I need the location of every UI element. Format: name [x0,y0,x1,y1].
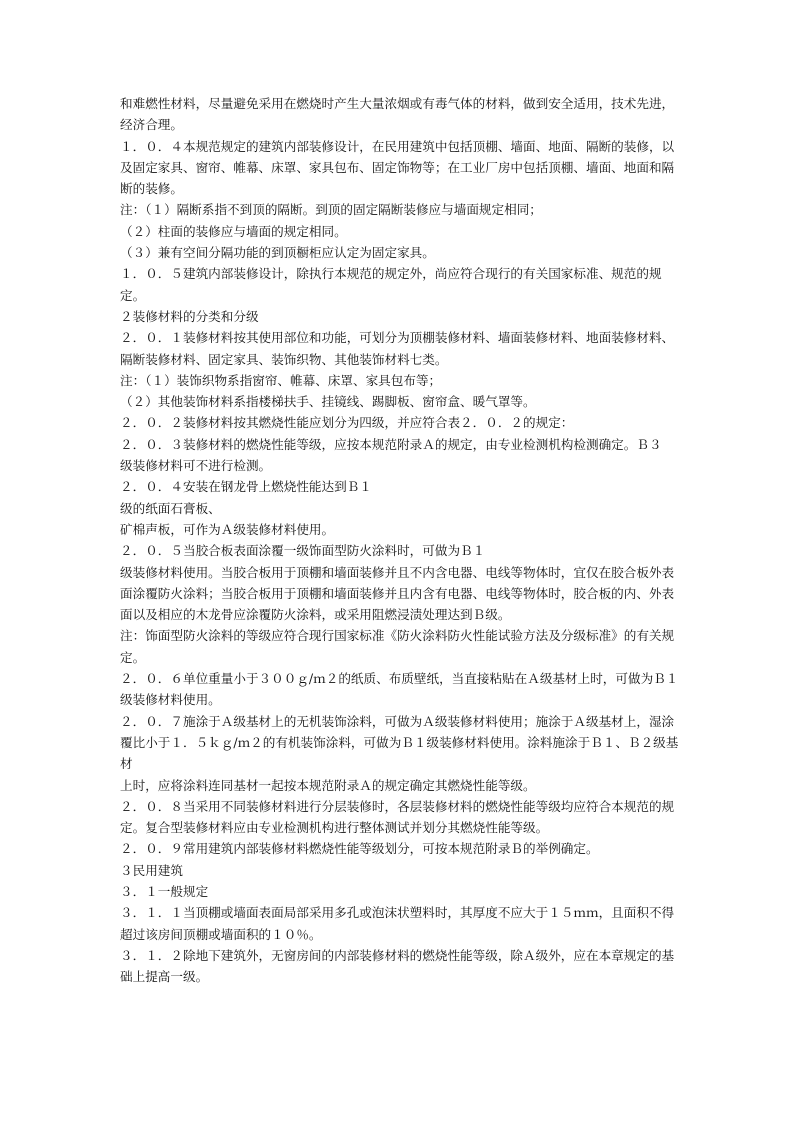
paragraph: ２．０．４安装在钢龙骨上燃烧性能达到Ｂ１ [120,479,372,495]
paragraph: ２．０．７施涂于Ａ级基材上的无机装饰涂料，可做为Ａ级装修材料使用；施涂于Ａ级基材上，湿涂覆比小于１．５ｋｇ/ｍ２的有机装饰涂料，可做为Ｂ１级装修材料使用。涂料施涂于Ｂ１、Ｂ２级基材 [120,713,679,772]
paragraph: ２．０．２装修材料按其燃烧性能应划分为四级，并应符合表２．０．２的规定： [120,415,574,431]
paragraph: 上时，应将涂料连同基材一起按本规范附录Ａ的规定确定其燃烧性能等级。 [120,777,536,793]
paragraph: 矿棉声板，可作为Ａ级装修材料使用。 [120,521,335,537]
paragraph: １．０．５建筑内部装修设计，除执行本规范的规定外，尚应符合现行的有关国家标准、规范的规定。 [120,266,662,303]
paragraph: 级装修材料使用。当胶合板用于顶棚和墙面装修并且不内含电器、电线等物体时，宜仅在胶合板外表面涂覆防火涂料；当胶合板用于顶棚和墙面装修并且内含有电器、电线等物体时，胶合板的内、外表面以及相应的木龙骨应涂覆防火涂料，或采用阻燃浸渍处理达到Ｂ级。 [120,564,675,623]
paragraph: ２．０．８当采用不同装修材料进行分层装修时，各层装修材料的燃烧性能等级均应符合本规范的规定。复合型装修材料应由专业检测机构进行整体测试并划分其燃烧性能等级。 [120,798,675,836]
section-heading: ３民用建筑 [120,862,183,878]
note: 注：（１）隔断系指不到顶的隔断。到顶的固定隔断装修应与墙面规定相同； [120,202,542,218]
paragraph: 级的纸面石膏板、 [120,500,221,516]
note: （２）其他装饰材料系指楼梯扶手、挂镜线、踢脚板、窗帘盒、暖气罩等。 [120,394,536,410]
paragraph: ２．０．５当胶合板表面涂覆一级饰面型防火涂料时，可做为Ｂ１ [120,543,486,559]
paragraph: ３．１．２除地下建筑外，无窗房间的内部装修材料的燃烧性能等级，除Ａ级外，应在本章规定的基础上提高一级。 [120,947,675,985]
note: 注：（１）装饰织物系指窗帘、帷幕、床罩、家具包布等； [120,372,442,388]
note: （２）柱面的装修应与墙面的规定相同。 [120,223,347,239]
paragraph: １．０．４本规范规定的建筑内部装修设计，在民用建筑中包括顶棚、墙面、地面、隔断的装修，以及固定家具、窗帘、帷幕、床罩、家具包布、固定饰物等；在工业厂房中包括顶棚、墙面、地面和隔断的装修。 [120,138,675,197]
subsection-heading: ３．１一般规定 [120,883,209,899]
paragraph: 和难燃性材料，尽量避免采用在燃烧时产生大量浓烟或有毒气体的材料，做到安全适用，技术先进，经济合理。 [120,96,675,133]
paragraph: ２．０．９常用建筑内部装修材料燃烧性能等级划分，可按本规范附录Ｂ的举例确定。 [120,841,599,857]
paragraph: 级装修材料使用。 [120,692,221,708]
section-heading: ２装修材料的分类和分级 [120,308,259,324]
paragraph: ３．１．１当顶棚或墙面表面局部采用多孔或泡沫状塑料时，其厚度不应大于１５ｍｍ，且面积不得超过该房间顶棚或墙面积的１０％。 [120,905,675,942]
paragraph: ２．０．６单位重量小于３００ｇ/ｍ２的纸质、布质壁纸，当直接粘贴在Ａ级基材上时，可做为Ｂ１ [120,671,679,687]
note: （３）兼有空间分隔功能的到顶橱柜应认定为固定家具。 [120,245,435,261]
paragraph: 级装修材料可不进行检测。 [120,458,272,474]
note: 注：饰面型防火涂料的等级应符合现行国家标准《防火涂料防火性能试验方法及分级标准》的有关规定。 [120,628,675,665]
document-body [120,93,680,987]
paragraph: ２．０．３装修材料的燃烧性能等级，应按本规范附录Ａ的规定，由专业检测机构检测确定。Ｂ３ [120,436,662,452]
paragraph: ２．０．１装修材料按其使用部位和功能，可划分为顶棚装修材料、墙面装修材料、地面装修材料、隔断装修材料、固定家具、装饰织物、其他装饰材料七类。 [120,330,675,367]
